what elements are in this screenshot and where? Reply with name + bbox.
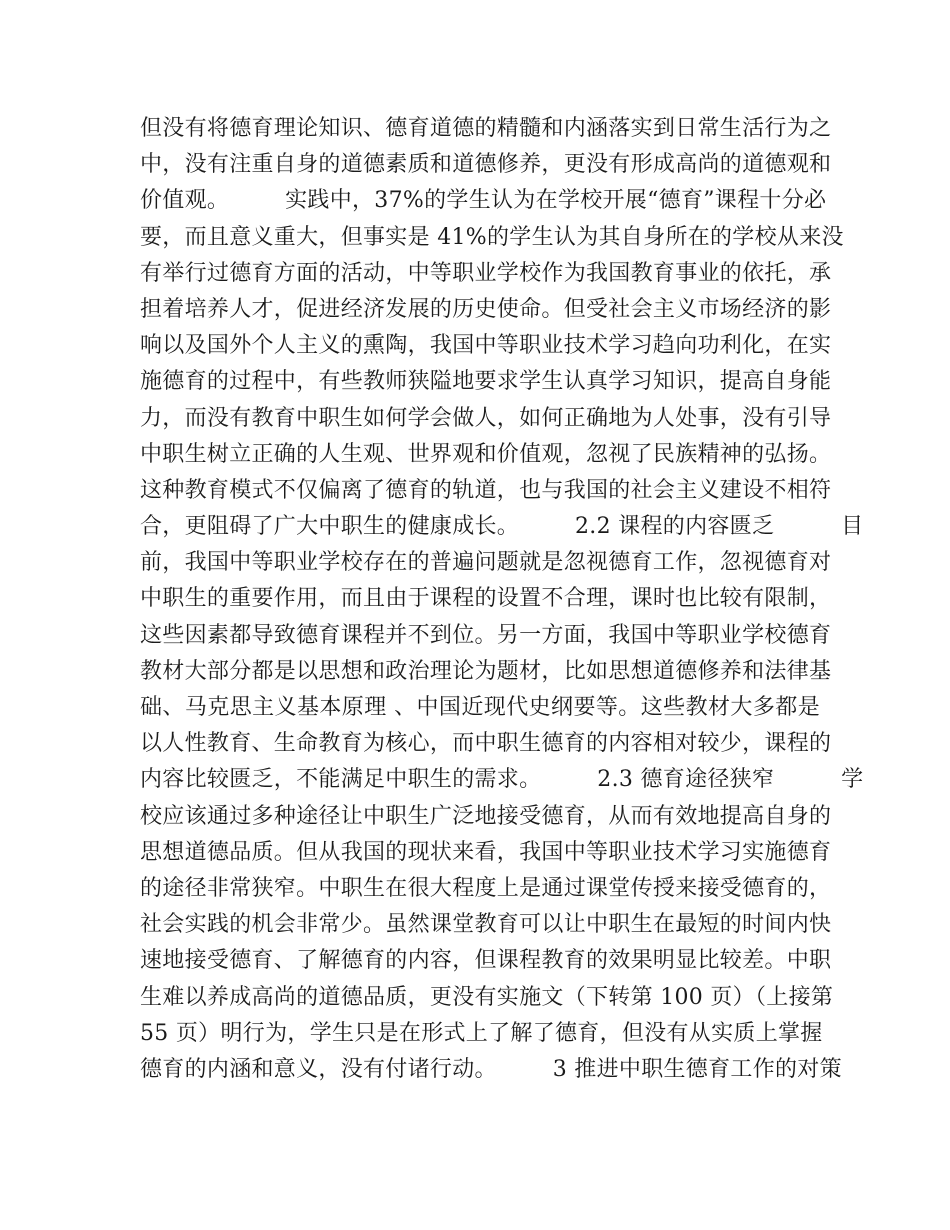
paragraph-line: 要，而且意义重大，但事实是 41%的学生认为其自身所在的学校从来没 [140,224,844,250]
paragraph-line: 内容比较匮乏，不能满足中职生的需求。 2.3 德育途径狭窄 学 [140,767,864,793]
paragraph-line: 但没有将德育理论知识、德育道德的精髓和内涵落实到日常生活行为之 [140,116,832,141]
paragraph-line: 前，我国中等职业学校存在的普遍问题就是忽视德育工作，忽视德育对 [140,550,832,576]
paragraph-line: 响以及国外个人主义的熏陶，我国中等职业技术学习趋向功利化，在实 [140,333,832,359]
paragraph-line: 以人性教育、生命教育为核心，而中职生德育的内容相对较少，课程的 [140,731,832,757]
paragraph-line: 55 页）明行为，学生只是在形式上了解了德育，但没有从实质上掌握 [140,1020,823,1046]
paragraph-line: 担着培养人才，促进经济发展的历史使命。但受社会主义市场经济的影 [140,296,832,322]
paragraph-line: 校应该通过多种途径让中职生广泛地接受德育，从而有效地提高自身的 [140,803,832,829]
paragraph-line: 速地接受德育、了解德育的内容，但课程教育的效果明显比较差。中职 [140,948,832,974]
paragraph-line: 合，更阻碍了广大中职生的健康成长。 2.2 课程的内容匮乏 目 [140,514,864,540]
paragraph-line: 中，没有注重自身的道德素质和道德修养，更没有形成高尚的道德观和 [140,152,832,178]
paragraph-line: 力，而没有教育中职生如何学会做人，如何正确地为人处事，没有引导 [140,405,832,431]
paragraph-line: 生难以养成高尚的道德品质，更没有实施文（下转第 100 页）（上接第 [140,984,834,1010]
paragraph-line: 这些因素都导致德育课程并不到位。另一方面，我国中等职业学校德育 [140,622,832,648]
body-text [140,111,864,1088]
paragraph-line: 这种教育模式不仅偏离了德育的轨道，也与我国的社会主义建设不相符 [140,477,832,503]
paragraph-line: 施德育的过程中，有些教师狭隘地要求学生认真学习知识，提高自身能 [140,369,832,395]
paragraph-line: 有举行过德育方面的活动，中等职业学校作为我国教育事业的依托，承 [140,260,832,286]
paragraph-line: 社会实践的机会非常少。虽然课堂教育可以让中职生在最短的时间内快 [140,912,832,938]
paragraph-line: 教材大部分都是以思想和政治理论为题材，比如思想道德修养和法律基 [140,658,832,684]
paragraph-line: 思想道德品质。但从我国的现状来看，我国中等职业技术学习实施德育 [140,839,832,865]
paragraph-line: 中职生树立正确的人生观、世界观和价值观，忽视了民族精神的弘扬。 [140,441,832,467]
paragraph-line: 的途径非常狭窄。中职生在很大程度上是通过课堂传授来接受德育的， [140,875,832,901]
paragraph-line: 价值观。 实践中，37%的学生认为在学校开展“德育”课程十分必 [140,188,827,214]
paragraph-line: 德育的内涵和意义，没有付诸行动。 3 推进中职生德育工作的对策 [140,1056,842,1082]
paragraph-line: 中职生的重要作用，而且由于课程的设置不合理，课时也比较有限制， [140,586,832,612]
paragraph-line: 础、马克思主义基本原理 、中国近现代史纲要等。这些教材大多都是 [140,695,820,720]
